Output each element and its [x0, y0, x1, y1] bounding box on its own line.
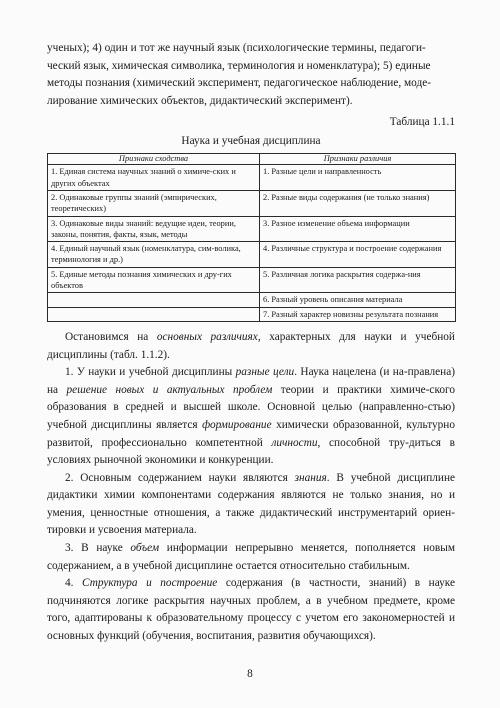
header-similarity: Признаки сходства — [48, 154, 260, 165]
table-cell: 5. Единые методы познания химических и дру-гих объектов — [48, 267, 260, 293]
table-cell: 4. Единый научный язык (номенклатура, сим-волика, терминология и др.) — [48, 242, 260, 268]
paragraph-volume: 3. В науке объем информации непрерывно меняется, пополняется новым содержанием, а в учебной дисциплине остается относительно стабильным. — [47, 542, 455, 572]
table-row — [48, 190, 456, 216]
table-title: Наука и учебная дисциплина — [181, 135, 321, 148]
page-content — [47, 40, 455, 646]
table-cell: 7. Разный характер новизны результата познания — [260, 307, 456, 321]
comparison-table — [47, 153, 456, 322]
table-cell: 1. Единая система научных знаний о химиче-ских и других объектах — [48, 165, 260, 191]
paragraph-structure: 4. Структура и построение содержания (в частности, знаний) в науке подчиняются логике раскрытия научных проблем, а в учебном предмете, кроме того, адаптированы к образовательному процессу с учетом его закономерностей и основных функций (обучения, воспитания, развития обучающихся). — [47, 577, 456, 643]
table-cell — [48, 293, 260, 307]
table-cell: 2. Разные виды содержания (не только знания) — [260, 190, 456, 216]
table-cell: 3. Разное изменение объема информации — [260, 216, 456, 242]
intro-line-2: ческий язык, химическая символика, терминология и номенклатура); 5) единые — [47, 59, 431, 72]
paragraph-goals: 1. У науки и учебной дисциплины разные цели. Наука нацелена (и на-правлена) на решение новых и актуальных проблем теории и практики химиче-ского образования в средней и высшей школе. Основной целью (направленно-стью) учебной дисциплины является формирование химически образованной, культурно развитой, профессионально компетентной личности, способной тру-диться в условиях рыночной экономики и конкуренции. — [47, 366, 456, 467]
table-cell: 6. Разный уровень описания материала — [260, 293, 456, 307]
table-row — [48, 165, 456, 191]
table-row — [48, 242, 456, 268]
intro-paragraph — [47, 40, 455, 110]
intro-line-3: методы познания (химический эксперимент, педагогическое наблюдение, моде- — [47, 77, 431, 90]
table-cell: 5. Различная логика раскрытия содержа-ния — [260, 267, 456, 293]
table-cell: 3. Одинаковые виды знаний: ведущие идеи, теории, законы, понятия, факты, язык, методы — [48, 216, 260, 242]
table-cell: 2. Одинаковые группы знаний (эмпирических, теоретических) — [48, 190, 260, 216]
table-row — [48, 307, 456, 321]
table-cell: 4. Различные структура и построение содержания — [260, 242, 456, 268]
table-row — [48, 293, 456, 307]
intro-line-1: ученых); 4) один и тот же научный язык (психологические термины, педагоги- — [47, 42, 426, 54]
body-text — [47, 329, 455, 646]
table-cell: 1. Разные цели и направленность — [260, 165, 456, 191]
table-header-row — [48, 154, 456, 165]
table-cell — [48, 307, 260, 321]
table-row — [48, 267, 456, 293]
paragraph-content: 2. Основным содержанием науки являются знания. В учебной дисциплине дидактики химии компонентами содержания являются не только знания, но и умения, ценностные отношения, а также дидактический инструментарий ориен-тировки и усвоения материала. — [47, 471, 456, 537]
intro-line-4: лирование химических объектов, дидактический эксперимент). — [47, 94, 353, 107]
paragraph-main-differences: Остановимся на основных различиях, характерных для науки и учебной дисциплины (табл. 1.1.2). — [47, 330, 455, 361]
page-number: 8 — [247, 668, 253, 680]
table-row — [48, 216, 456, 242]
table-label: Таблица 1.1.1 — [389, 116, 455, 129]
header-difference: Признаки различия — [260, 154, 456, 165]
